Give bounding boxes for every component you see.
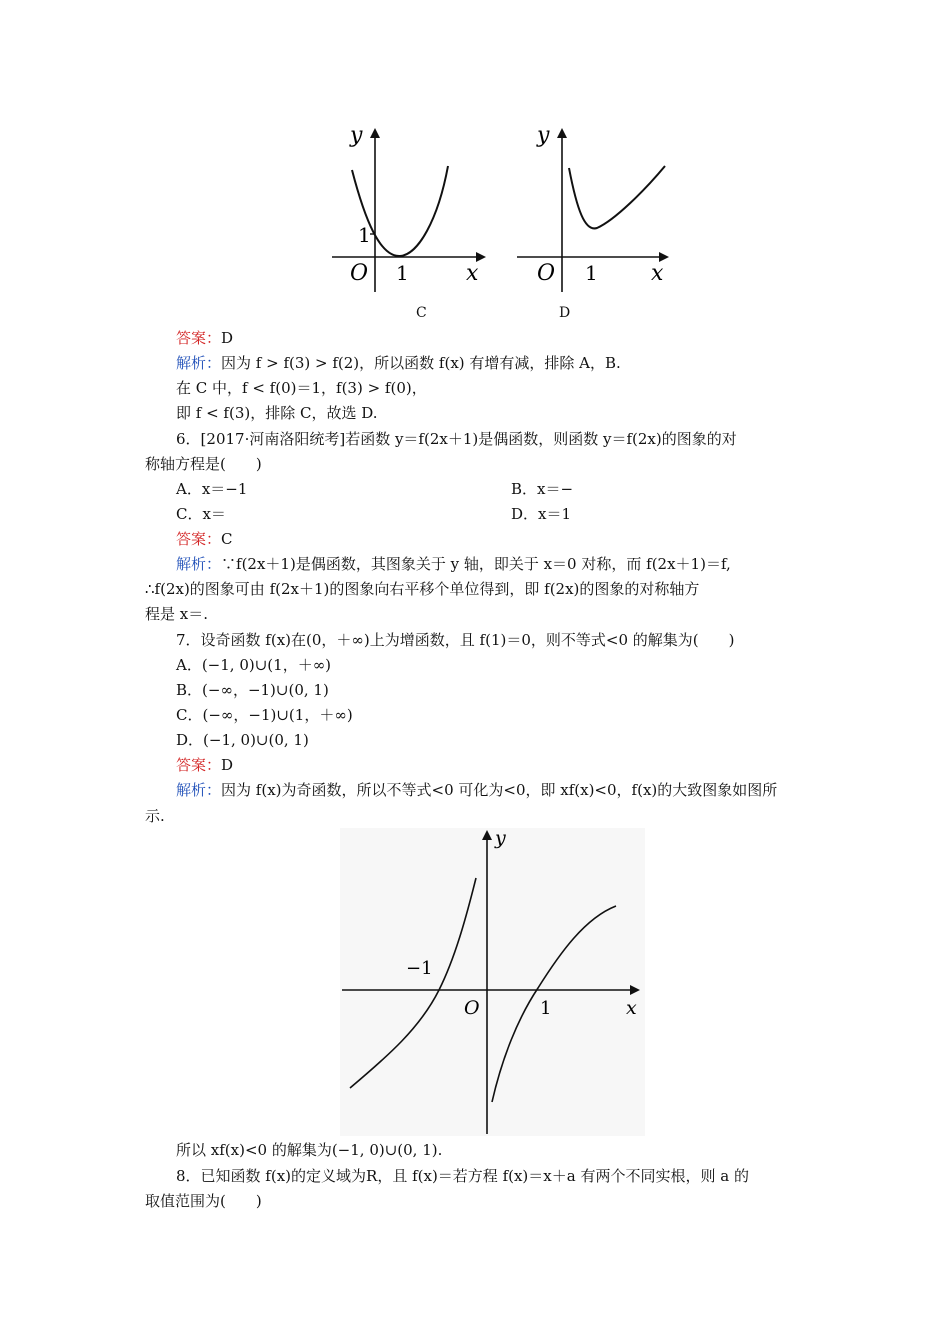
q7-answer-label: 答案： — [176, 756, 222, 774]
figure-c-y-label: y — [350, 123, 363, 148]
q6-analysis-line-1 — [176, 554, 731, 574]
figure-d-y-arrow-icon — [557, 128, 567, 138]
figure-q7-origin-label: O — [464, 997, 480, 1019]
figure-q7-tick-neg-label: −1 — [406, 958, 433, 979]
q7-analysis-line-1 — [176, 780, 777, 800]
q6-answer-label: 答案： — [176, 530, 222, 548]
figure-c-tick-x-label: 1 — [396, 261, 409, 285]
q7-analysis-line-2: 示. — [145, 807, 165, 825]
figure-d-x-label: x — [651, 261, 664, 286]
q7-answer-value: D — [221, 756, 234, 774]
q6-analysis-label: 解析： — [176, 555, 222, 573]
q5-answer-line — [176, 328, 233, 348]
q8-stem-line-2: 取值范围为( ) — [145, 1192, 262, 1210]
q5-answer-label: 答案： — [176, 329, 222, 347]
q6-option-a: A．x＝−1 — [176, 480, 248, 498]
figure-q7-x-label: x — [626, 997, 637, 1019]
q6-option-d: D．x＝1 — [511, 505, 572, 523]
figure-d-graph — [515, 120, 675, 300]
q6-answer-value: C — [221, 530, 233, 548]
figure-d-tick-x-label: 1 — [585, 261, 598, 285]
q6-answer-line — [176, 529, 233, 549]
figure-c-caption: C — [416, 305, 427, 321]
q7-analysis-text-1: 因为 f(x)为奇函数，所以不等式<0 可化为<0，即 xf(x)<0，f(x)的大致图象如图所 — [221, 781, 778, 799]
q6-stem-line-2: 称轴方程是( ) — [145, 455, 262, 473]
q7-option-d: D．(−1, 0)∪(0, 1) — [176, 731, 309, 749]
q7-option-a: A．(−1, 0)∪(1，＋∞) — [176, 656, 332, 674]
figure-c-y-arrow-icon — [370, 128, 380, 138]
figure-d-caption: D — [559, 305, 571, 321]
figure-q7-y-label: y — [495, 828, 506, 849]
q5-analysis-line-1 — [176, 353, 621, 373]
figure-q7-tick-pos-label: 1 — [540, 998, 552, 1019]
figure-d-origin-label: O — [537, 261, 556, 286]
figure-d-curve — [569, 166, 665, 228]
q6-analysis-text-1: ∵f(2x＋1)是偶函数，其图象关于 y 轴，即关于 x＝0 对称，而 f(2x＋1)＝f, — [221, 555, 731, 573]
q6-option-b: B．x＝− — [511, 480, 574, 498]
figure-c-x-label: x — [466, 261, 479, 286]
q5-analysis-line-3: 即 f < f(3)，排除 C，故选 D. — [176, 404, 378, 422]
q7-option-b: B．(−∞，−1)∪(0, 1) — [176, 681, 329, 699]
figure-d-y-label: y — [537, 123, 550, 148]
figure-q7-graph — [340, 828, 645, 1136]
q7-option-c: C．(−∞，−1)∪(1，＋∞) — [176, 706, 353, 724]
figure-c-origin-label: O — [350, 261, 369, 286]
q5-analysis-label: 解析： — [176, 354, 222, 372]
q7-analysis-label: 解析： — [176, 781, 222, 799]
q7-conclusion: 所以 xf(x)<0 的解集为(−1, 0)∪(0, 1). — [176, 1141, 443, 1159]
figure-c-tick-y-label: 1 — [358, 223, 371, 247]
q5-answer-value: D — [221, 329, 234, 347]
q6-analysis-line-3: 程是 x＝. — [145, 605, 208, 623]
q6-option-c: C．x＝ — [176, 505, 226, 523]
figure-c-graph — [330, 120, 490, 300]
q6-stem-line-1: 6．[2017·河南洛阳统考]若函数 y＝f(2x＋1)是偶函数，则函数 y＝f(2x)的图象的对 — [176, 430, 737, 448]
q6-analysis-line-2: ∴f(2x)的图象可由 f(2x＋1)的图象向右平移个单位得到，即 f(2x)的图象的对称轴方 — [145, 580, 700, 598]
q7-answer-line — [176, 755, 233, 775]
q5-analysis-line-2: 在 C 中，f < f(0)＝1，f(3) > f(0)， — [176, 379, 427, 397]
q7-stem: 7．设奇函数 f(x)在(0，＋∞)上为增函数，且 f(1)＝0，则不等式<0 的解集为( ) — [176, 631, 735, 649]
q5-analysis-text-1: 因为 f > f(3) > f(2)，所以函数 f(x) 有增有减，排除 A，B. — [221, 354, 621, 372]
q8-stem-line-1: 8．已知函数 f(x)的定义域为R，且 f(x)＝若方程 f(x)＝x＋a 有两个不同实根，则 a 的 — [176, 1167, 749, 1185]
